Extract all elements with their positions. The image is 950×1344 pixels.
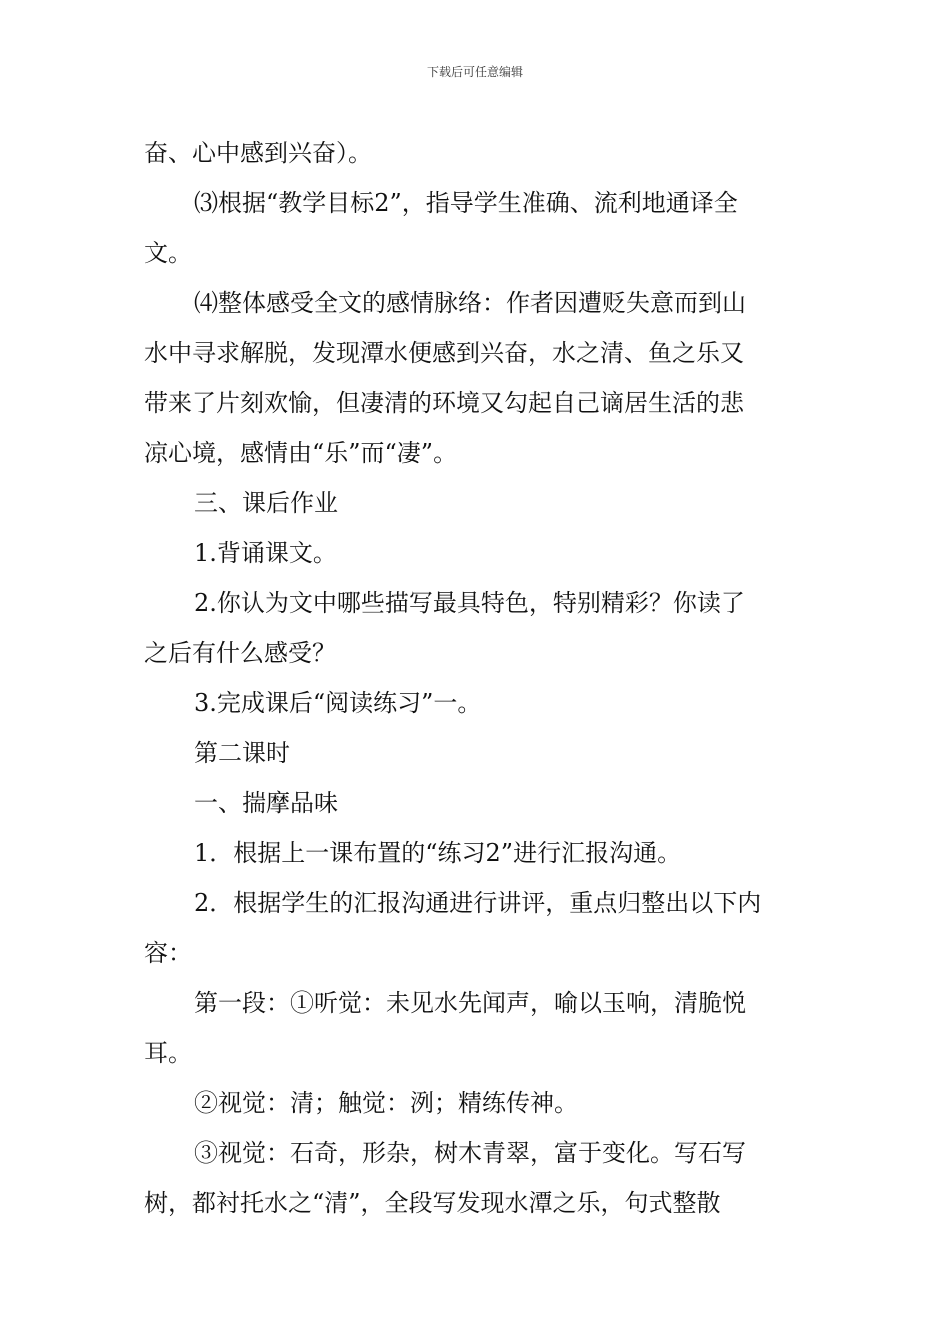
text-line: ③视觉：石奇，形杂，树木青翠，富于变化。写石写 (194, 1139, 746, 1167)
text-line: ⑷整体感受全文的感情脉络：作者因遭贬失意而到山 (194, 289, 746, 317)
text-line: 1.背诵课文。 (194, 539, 337, 567)
text-line: 文。 (144, 239, 192, 267)
text-line: ⑶根据“教学目标2”，指导学生准确、流利地通译全 (194, 189, 738, 217)
text-line: 之后有什么感受？ (144, 639, 336, 667)
text-line: 容： (144, 939, 192, 967)
text-line: 凉心境，感情由“乐”而“凄”。 (144, 439, 458, 467)
text-line: 第一段：①听觉：未见水先闻声，喻以玉响，清脆悦 (194, 989, 746, 1017)
text-line: 树，都衬托水之“清”，全段写发现水潭之乐，句式整散 (144, 1189, 721, 1217)
text-line: 带来了片刻欢愉，但凄清的环境又勾起自己谪居生活的悲 (144, 389, 744, 417)
text-line: 2．根据学生的汇报沟通进行讲评，重点归整出以下内 (194, 889, 762, 917)
document-body (144, 128, 808, 1228)
text-line: ②视觉：清；触觉：洌；精练传神。 (194, 1089, 578, 1117)
text-line: 3.完成课后“阅读练习”一。 (194, 689, 482, 717)
section-heading: 第二课时 (194, 739, 290, 767)
section-heading: 一、揣摩品味 (194, 789, 338, 817)
text-line: 耳。 (144, 1039, 192, 1067)
text-line: 奋、心中感到兴奋）。 (144, 139, 372, 167)
text-line: 水中寻求解脱，发现潭水便感到兴奋，水之清、鱼之乐又 (144, 339, 744, 367)
text-line: 2.你认为文中哪些描写最具特色，特别精彩？你读了 (194, 589, 745, 617)
text-line: 1．根据上一课布置的“练习2”进行汇报沟通。 (194, 839, 682, 867)
page-header: 下载后可任意编辑 (426, 65, 523, 79)
section-heading: 三、课后作业 (194, 489, 338, 517)
